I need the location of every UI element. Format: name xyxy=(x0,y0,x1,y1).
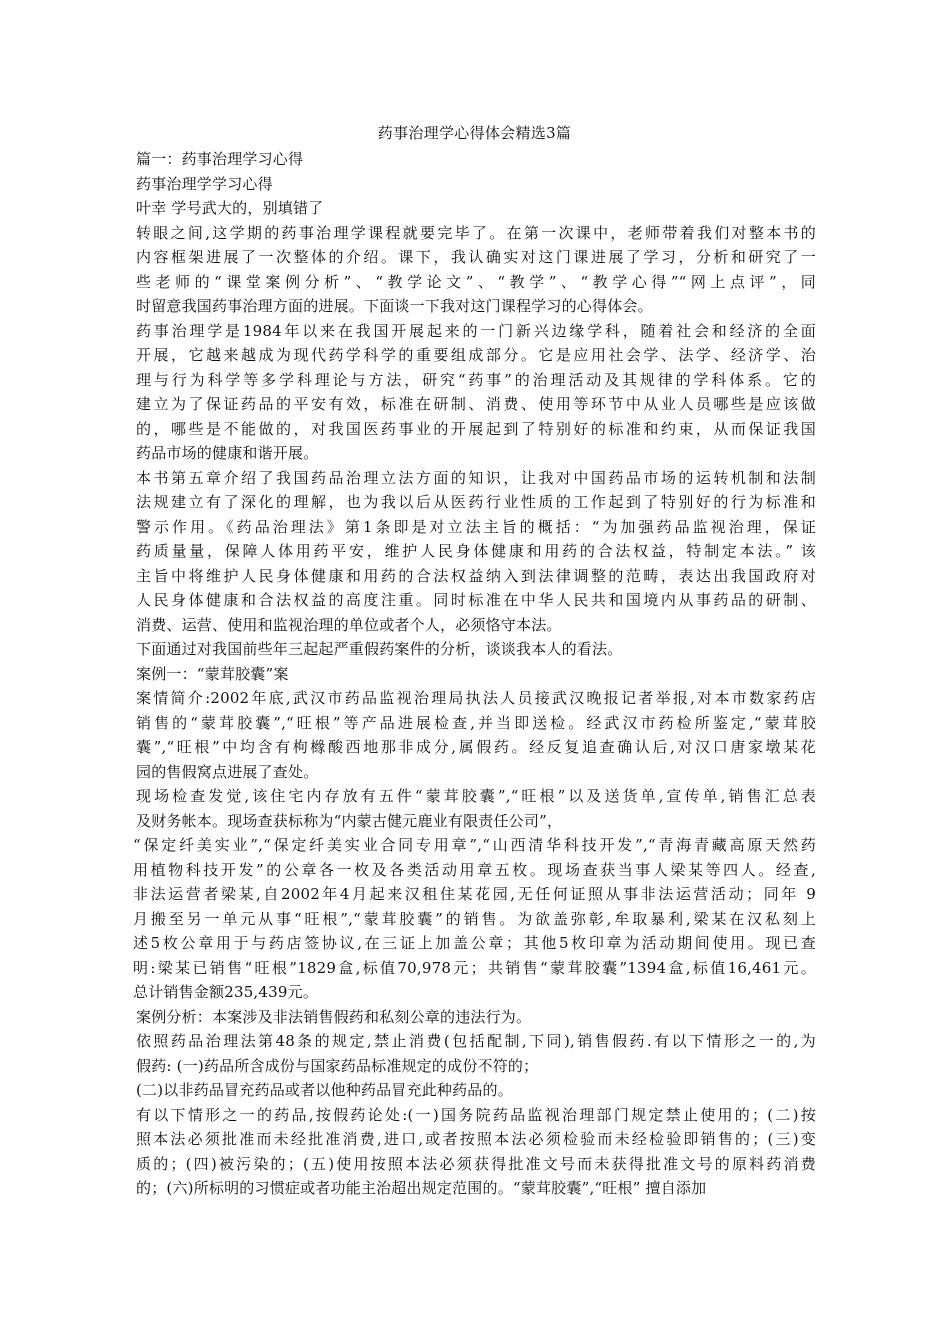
text-line: 主旨中将维护人民身体健康和用药的合法权益纳入到法律调整的范畴，表达出我国政府对 xyxy=(136,566,816,585)
text-line: 明:梁某已销售“旺根”1829盒,标值70,978元；共销售“蒙茸胶囊”1394盒,标值16,461元。 xyxy=(133,958,816,977)
paragraph xyxy=(133,833,816,1005)
text-line: 理与行为科学等多学科理论与方法，研究“药事”的治理活动及其规律的学科体系。它的 xyxy=(136,370,816,389)
paragraph xyxy=(133,1078,816,1103)
paragraph xyxy=(133,1005,816,1030)
paragraph xyxy=(133,196,816,221)
text-line: 销售的“蒙茸胶囊”,“旺根”等产品进展检查,并当即送检。经武汉市药检所鉴定,“蒙茸胶 xyxy=(136,713,816,732)
text-line: 叶幸 学号武大的，别填错了 xyxy=(136,199,324,217)
text-line: 园的售假窝点进展了查处。 xyxy=(136,762,319,781)
text-line: 现场检查发觉,该住宅内存放有五件“蒙茸胶囊”,“旺根”以及送货单,宣传单,销售汇总表 xyxy=(136,787,816,805)
paragraph xyxy=(133,637,816,662)
text-line: 非法运营者梁某,自2002年4月起来汉租住某花园,无任何证照从事非法运营活动；同年 9 xyxy=(133,885,816,903)
text-line: 案例分析：本案涉及非法销售假药和私刻公章的违法行为。 xyxy=(136,1007,532,1026)
text-line: 的；(六)所标明的习惯症或者功能主治超出规定范围的。“蒙茸胶囊”,“旺根” 擅自添加 xyxy=(136,1179,707,1197)
paragraph xyxy=(133,319,816,466)
text-line: 法规建立有了深化的理解，也为我以后从医药行业性质的工作起到了特别好的行为标准和 xyxy=(136,493,816,511)
text-line: 时留意我国药事治理方面的进展。下面谈一下我对这门课程学习的心得体会。 xyxy=(136,297,653,315)
text-line: 的，哪些是不能做的，对我国医药事业的开展起到了特别好的标准和约束，从而保证我国 xyxy=(136,419,816,438)
text-line: 篇一：药事治理学习心得 xyxy=(136,150,304,168)
text-line: 假药: (一)药品所含成份与国家药品标准规定的成份不符的； xyxy=(136,1056,539,1075)
paragraph xyxy=(133,662,816,687)
text-line: 药事治理学是1984年以来在我国开展起来的一门新兴边缘学科，随着社会和经济的全面 xyxy=(136,321,816,340)
paragraph xyxy=(133,147,816,172)
text-line: 本书第五章介绍了我国药品治理立法方面的知识，让我对中国药品市场的运转机制和法制 xyxy=(136,468,816,487)
text-line: 囊”,“旺根”中均含有枸橼酸西地那非成分,属假药。经反复追查确认后,对汉口唐家墩某花 xyxy=(136,738,816,756)
text-line: 照本法必须批准而未经批准消费,进口,或者按照本法必须检验而未经检验即销售的；(三)变 xyxy=(136,1130,816,1148)
text-line: 总计销售金额235,439元。 xyxy=(133,983,319,1001)
text-line: 转眼之间,这学期的药事治理学课程就要完毕了。在第一次课中，老师带着我们对整本书的 xyxy=(136,223,816,242)
text-line: 消费、运营、使用和监视治理的单位或者个人，必须恪守本法。 xyxy=(136,615,562,634)
paragraph xyxy=(133,172,816,197)
paragraph xyxy=(133,686,816,784)
text-line: 用植物科技开发”的公章各一枚及各类活动用章五枚。现场查获当事人梁某等四人。经查, xyxy=(133,860,816,879)
text-line: 药事治理学学习心得 xyxy=(136,174,273,193)
text-line: 药品市场的健康和谐开展。 xyxy=(136,444,319,462)
text-line: 药质量量，保障人体用药平安，维护人民身体健康和用药的合法权益，特制定本法。” 该 xyxy=(136,542,816,560)
text-line: “保定纤美实业”,“保定纤美实业合同专用章”,“山西清华科技开发”,“青海青藏高原天然药 xyxy=(133,836,816,854)
text-line: 人民身体健康和合法权益的高度注重。同时标准在中华人民共和国境内从事药品的研制、 xyxy=(136,591,816,609)
paragraph xyxy=(133,1029,816,1078)
paragraph xyxy=(133,784,816,833)
text-line: 及财务帐本。现场查获标称为“内蒙古健元鹿业有限责任公司”， xyxy=(136,811,563,830)
paragraph xyxy=(133,221,816,319)
text-line: 有以下情形之一的药品,按假药论处:(一)国务院药品监视治理部门规定禁止使用的；(二)按 xyxy=(136,1105,816,1124)
paragraph xyxy=(133,1103,816,1201)
document-body xyxy=(133,147,816,1201)
text-line: 质的；(四)被污染的；(五)使用按照本法必须获得批准文号而未获得批准文号的原料药消费 xyxy=(136,1154,816,1173)
text-line: 依照药品治理法第48条的规定,禁止消费(包括配制,下同),销售假药.有以下情形之一的,为 xyxy=(136,1032,816,1050)
text-line: 案情简介:2002年底,武汉市药品监视治理局执法人员接武汉晚报记者举报,对本市数家药店 xyxy=(136,689,816,707)
document-page xyxy=(133,122,816,1201)
text-line: (二)以非药品冒充药品或者以他种药品冒充此种药品的。 xyxy=(136,1081,513,1099)
text-line: 内容框架进展了一次整体的介绍。课下，我认确实对这门课进展了学习，分析和研究了一 xyxy=(136,248,816,266)
text-line: 月搬至另一单元从事“旺根”,“蒙茸胶囊”的销售。为欲盖弥彰,牟取暴利,梁某在汉私刻上 xyxy=(133,909,816,928)
text-line: 警示作用。《药品治理法》第1条即是对立法主旨的概括：“为加强药品监视治理，保证 xyxy=(136,517,816,536)
paragraph xyxy=(133,466,816,638)
text-line: 建立为了保证药品的平安有效，标准在研制、消费、使用等环节中从业人员哪些是应该做 xyxy=(136,395,816,413)
document-title: 药事治理学心得体会精选3篇 xyxy=(377,124,572,142)
text-line: 案例一：“蒙茸胶囊”案 xyxy=(136,664,289,683)
text-line: 开展，它越来越成为现代药学科学的重要组成部分。它是应用社会学、法学、经济学、治 xyxy=(136,346,816,364)
text-line: 些老师的“课堂案例分析”、“教学论文”、“教学”、“教学心得”“网上点评”，同 xyxy=(136,272,816,291)
text-line: 下面通过对我国前些年三起起严重假药案件的分析，谈谈我本人的看法。 xyxy=(136,640,623,658)
text-line: 述5枚公章用于与药店签协议,在三证上加盖公章；其他5枚印章为活动期间使用。现已查 xyxy=(133,934,816,952)
